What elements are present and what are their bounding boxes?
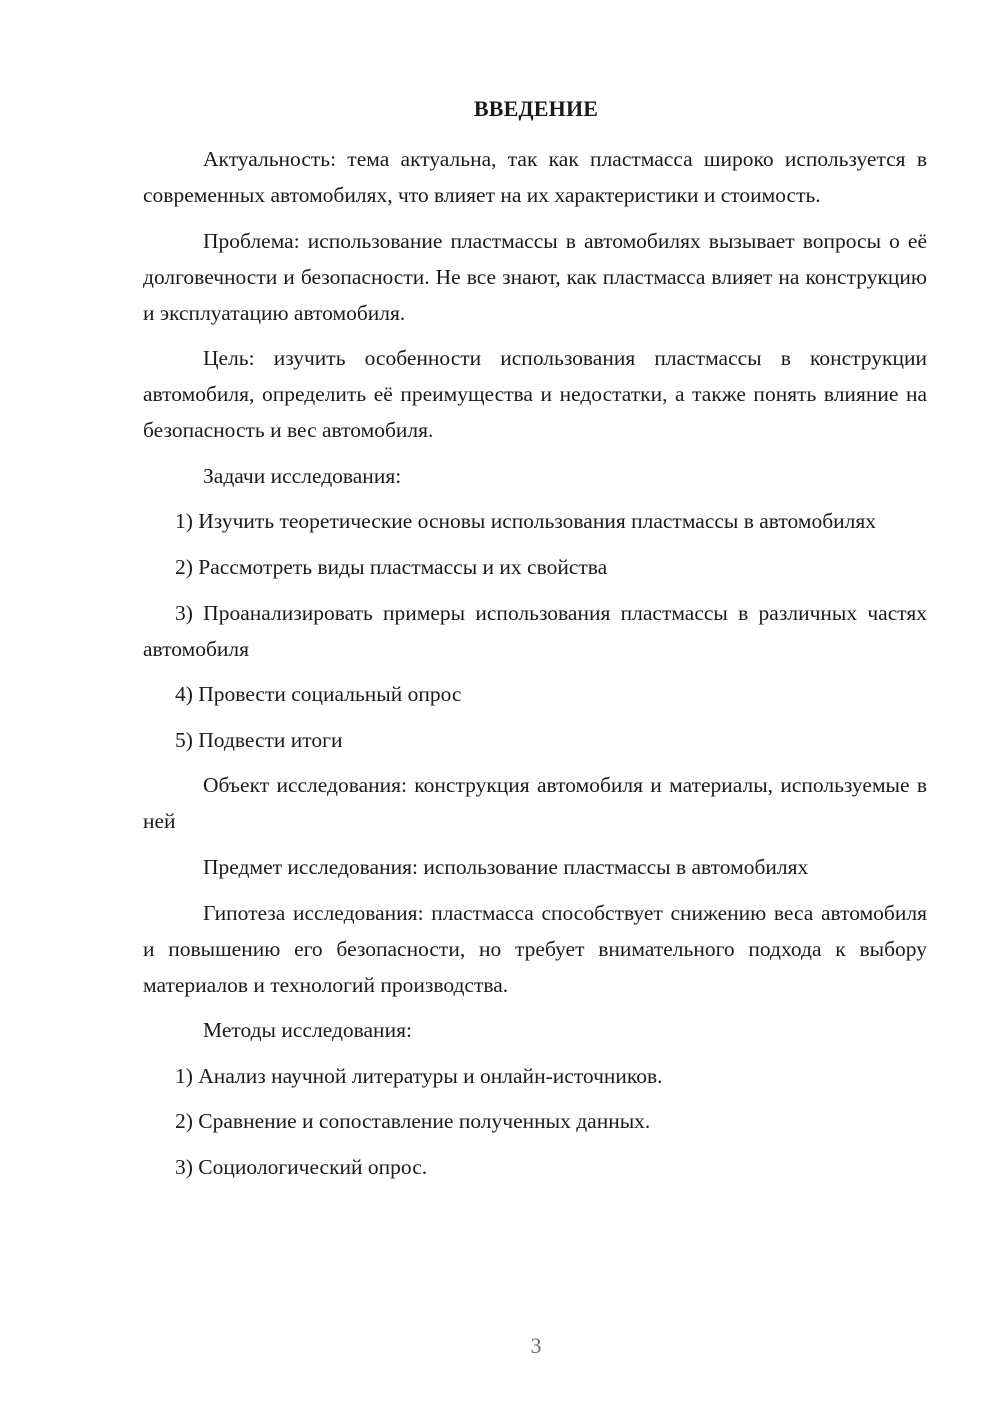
paragraph-problem: Проблема: использование пластмассы в автомобилях вызывает вопросы о её долговечности и безопасности. Не все знают, как пластмасса влияет на конструкцию и эксплуатацию автомобиля. [143, 228, 927, 325]
list-item-method-3: 3) Социологический опрос. [175, 1154, 428, 1179]
list-item-method-1: 1) Анализ научной литературы и онлайн-источников. [175, 1063, 663, 1088]
document-body [143, 141, 927, 1195]
paragraph-tasks-heading: Задачи исследования: [203, 463, 402, 488]
list-item-task-3: 3) Проанализировать примеры использования пластмассы в различных частях автомобиля [143, 600, 927, 661]
list-item-task-1: 1) Изучить теоретические основы использования пластмассы в автомобилях [175, 509, 877, 534]
paragraph-subject: Предмет исследования: использование пластмассы в автомобилях [203, 854, 809, 879]
paragraph-hypothesis: Гипотеза исследования: пластмасса способствует снижению веса автомобиля и повышению его безопасности, но требует внимательного подхода к выбору материалов и технологий производства. [143, 900, 927, 997]
page-title: ВВЕДЕНИЕ [473, 96, 599, 121]
paragraph-goal: Цель: изучить особенности использования пластмассы в конструкции автомобиля, определить её преимущества и недостатки, а также понять влияние на безопасность и вес автомобиля. [143, 346, 927, 443]
paragraph-object: Объект исследования: конструкция автомобиля и материалы, используемые в ней [143, 773, 927, 834]
list-item-method-2: 2) Сравнение и сопоставление полученных данных. [175, 1109, 651, 1134]
list-item-task-2: 2) Рассмотреть виды пластмассы и их свойства [175, 554, 608, 579]
paragraph-methods-heading: Методы исследования: [203, 1018, 412, 1043]
paragraph-relevance: Актуальность: тема актуальна, так как пластмасса широко используется в современных автомобилях, что влияет на их характеристики и стоимость. [143, 147, 927, 207]
page-number: 3 [530, 1333, 542, 1358]
list-item-task-5: 5) Подвести итоги [175, 727, 343, 752]
list-item-task-4: 4) Провести социальный опрос [175, 682, 462, 707]
